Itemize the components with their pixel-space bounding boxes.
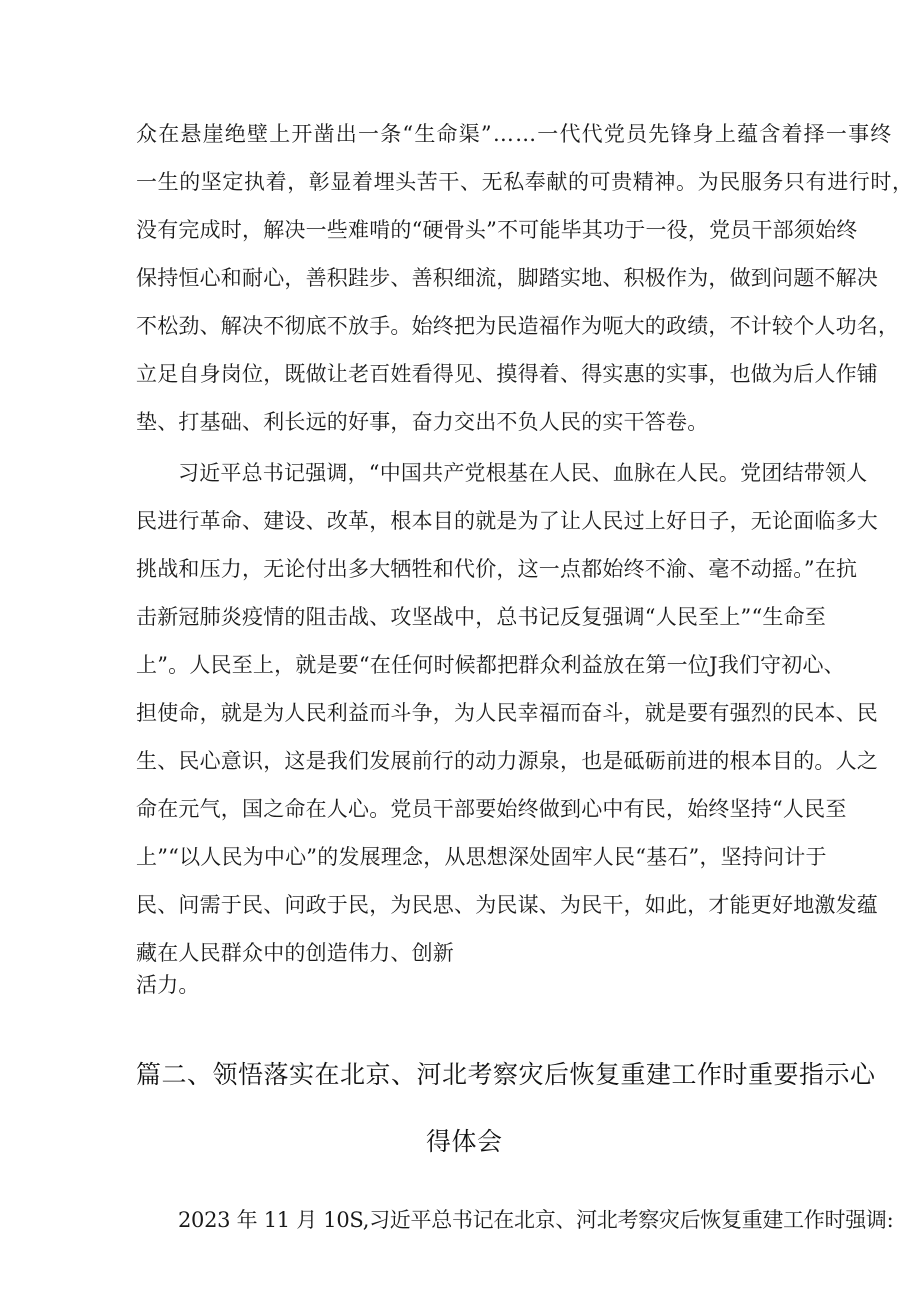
paragraph-1-line-2: 一生的坚定执着，彰显着埋头苦干、无私奉献的可贵精神。为民服务只有进行时， (136, 170, 914, 194)
paragraph-2-line-10: 民、问需于民、问政于民，为民思、为民谋、为民干，如此，才能更好地激发蕴 (136, 893, 878, 917)
section-heading-line-2: 得体会 (426, 1127, 503, 1156)
paragraph-2-line-7: 生、民心意识，这是我们发展前行的动力源泉，也是砥砺前进的根本目的。人之 (136, 749, 878, 773)
paragraph-1-line-5: 不松劲、解决不彻底不放手。始终把为民造福作为呃大的政绩，不计较个人功名， (136, 314, 900, 338)
paragraph-2-line-8: 命在元气，国之命在人心。党员干部要始终做到心中有民，始终坚持“人民至 (136, 797, 847, 821)
paragraph-2-line-3: 挑战和压力，无论付出多大牺牲和代价，这一点都始终不渝、毫不动摇。”在抗 (136, 557, 858, 581)
paragraph-1-line-6: 立足自身岗位，既做让老百姓看得见、摸得着、得实惠的实事，也做为后人作铺 (136, 362, 878, 386)
paragraph-1-line-3: 没有完成时，解决一些难啃的“硬骨头”不可能毕其功于一役，党员干部须始终 (136, 218, 858, 242)
paragraph-2-line-2: 民进行革命、建设、改革，根本目的就是为了让人民过上好日子，无论面临多大 (136, 509, 878, 533)
paragraph-2-line-4: 击新冠肺炎疫情的阻击战、攻坚战中，总书记反复强调“人民至上”“生命至 (136, 605, 827, 629)
paragraph-2-line-12: 活力。 (136, 973, 200, 997)
paragraph-1-line-1: 众在悬崖绝壁上开凿出一条“生命渠”……一代代党员先锋身上蕴含着择一事终 (136, 122, 893, 146)
paragraph-2-line-5: 上”。人民至上，就是要“在任何时候都把群众利益放在第一位J我们守初心、 (136, 653, 845, 677)
dateline: 2023 年 11 月 10S,习近平总书记在北京、河北考察灾后恢复重建工作时强调: (178, 1208, 894, 1232)
paragraph-1-line-4: 保持恒心和耐心，善积跬步、善积细流，脚踏实地、积极作为，做到问题不解决 (136, 266, 878, 290)
paragraph-2-line-9: 上”“以人民为中心”的发展理念，从思想深处固牢人民“基石”，坚持问计于 (136, 845, 827, 869)
paragraph-2-line-6: 担使命，就是为人民利益而斗争，为人民幸福而奋斗，就是要有强烈的民本、民 (136, 701, 878, 725)
paragraph-2-line-11: 藏在人民群众中的创造伟力、创新 (136, 941, 454, 965)
section-heading-line-1: 篇二、领悟落实在北京、河北考察灾后恢复重建工作时重要指示心 (136, 1060, 876, 1089)
paragraph-2-line-1: 习近平总书记强调，“中国共产党根基在人民、血脉在人民。党团结带领人 (178, 461, 868, 485)
paragraph-1-line-7: 垫、打基础、利长远的好事，奋力交出不负人民的实干答卷。 (136, 410, 709, 434)
